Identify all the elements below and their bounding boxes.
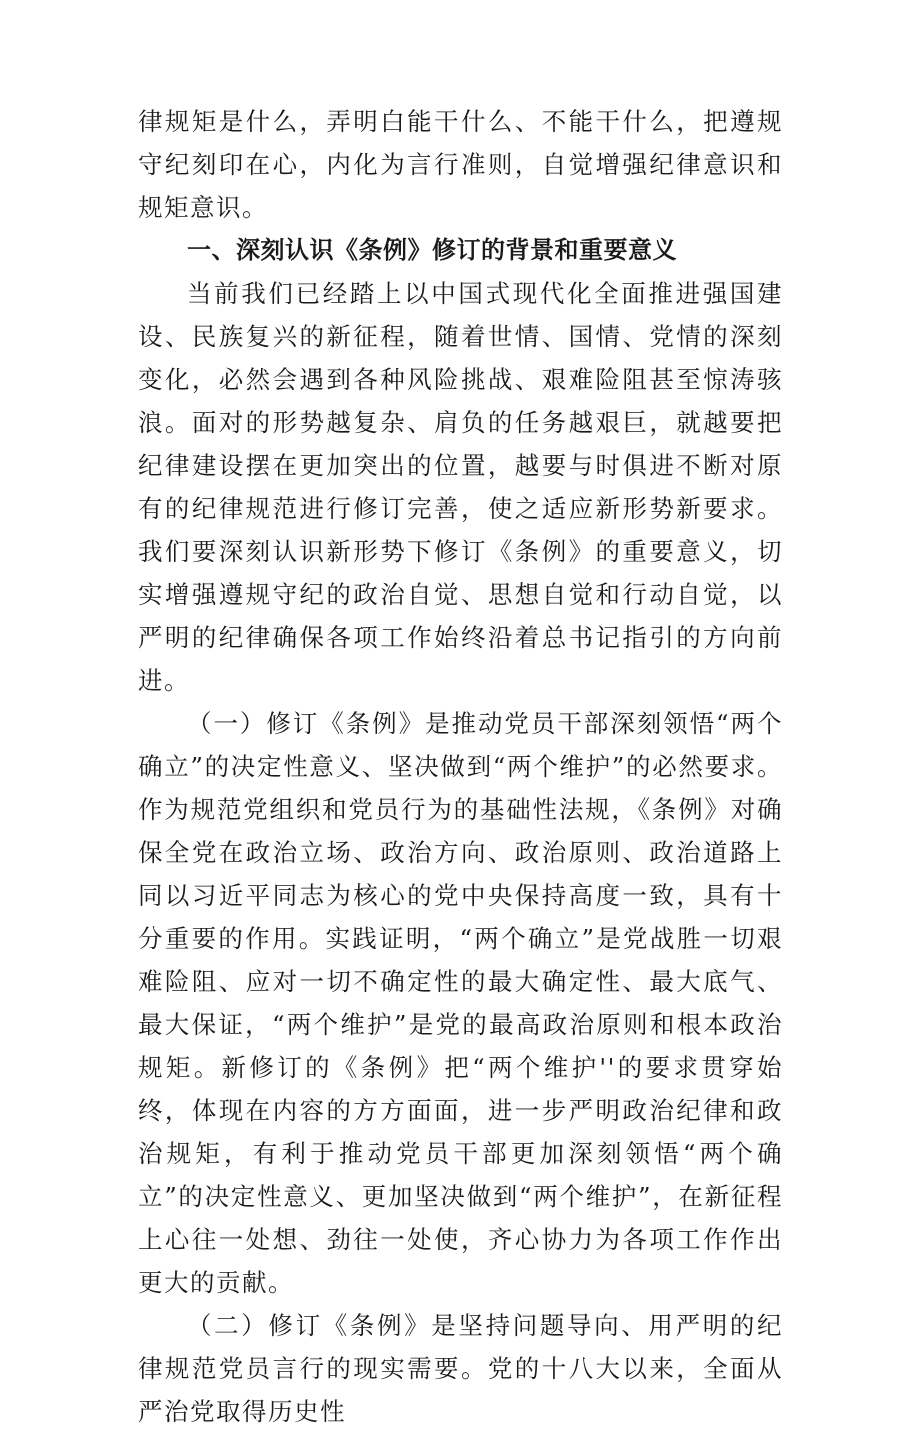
section-heading: 一、深刻认识《条例》修订的背景和重要意义 [187,236,677,264]
document-page [138,100,783,1433]
intro-paragraph: 律规矩是什么，弄明白能干什么、不能干什么，把遵规守纪刻印在心，内化为言行准则，自觉增强纪律意识和规矩意识。 [138,107,783,222]
body-paragraph-2: （一）修订《条例》是推动党员干部深刻领悟“两个确立”的决定性意义、坚决做到“两个维护”的必然要求。作为规范党组织和党员行为的基础性法规，《条例》对确保全党在政治立场、政治方向、政治原则、政治道路上同以习近平同志为核心的党中央保持高度一致，具有十分重要的作用。实践证明，“两个确立”是党战胜一切艰难险阻、应对一切不确定性的最大确定性、最大底气、最大保证，“两个维护”是党的最高政治原则和根本政治规矩。新修订的《条例》把“两个维护''的要求贯穿始终，体现在内容的方方面面，进一步严明政治纪律和政治规矩，有利于推动党员干部更加深刻领悟“两个确立”的决定性意义、更加坚决做到“两个维护”，在新征程上心往一处想、劲往一处使，齐心协力为各项工作作出更大的贡献。 [138,709,783,1297]
body-paragraph-1: 当前我们已经踏上以中国式现代化全面推进强国建设、民族复兴的新征程，随着世情、国情、党情的深刻变化，必然会遇到各种风险挑战、艰难险阻甚至惊涛骇浪。面对的形势越复杂、肩负的任务越艰巨，就越要把纪律建设摆在更加突出的位置，越要与时俱进不断对原有的纪律规范进行修订完善，使之适应新形势新要求。我们要深刻认识新形势下修订《条例》的重要意义，切实增强遵规守纪的政治自觉、思想自觉和行动自觉，以严明的纪律确保各项工作始终沿着总书记指引的方向前进。 [138,279,783,695]
body-paragraph-3: （二）修订《条例》是坚持问题导向、用严明的纪律规范党员言行的现实需要。党的十八大以来，全面从严治党取得历史性 [138,1311,783,1426]
